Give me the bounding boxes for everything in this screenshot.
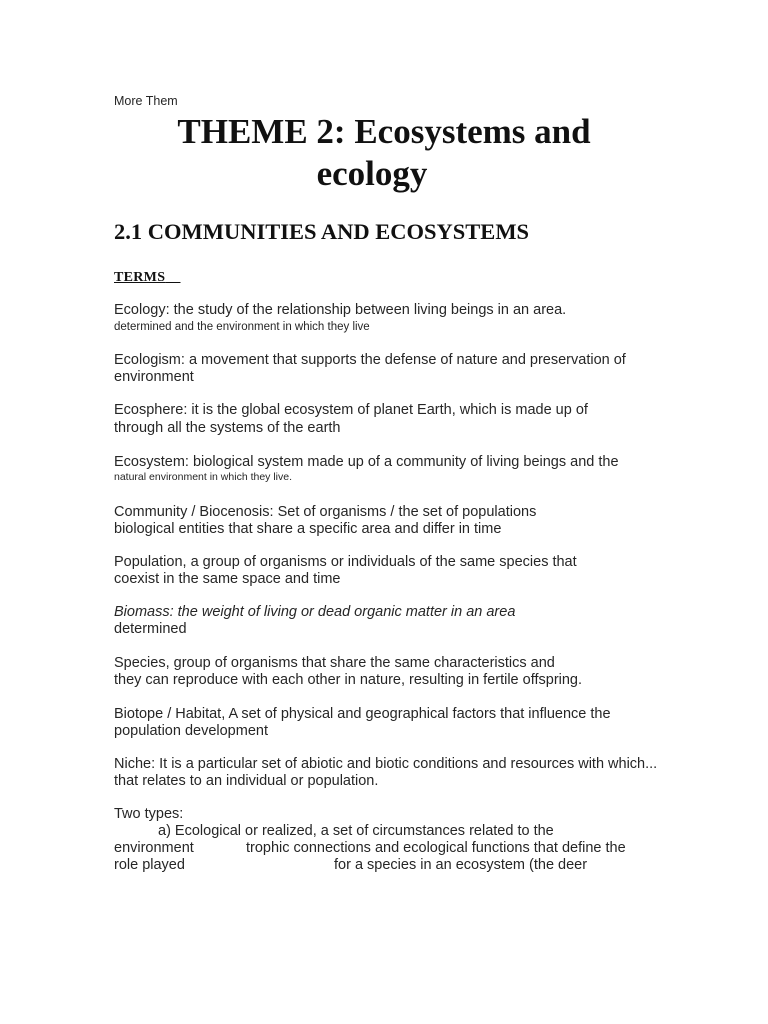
two-types-a-line3-right: for a species in an ecosystem (the deer	[334, 857, 588, 873]
community-line2: biological entities that share a specific area and differ in time	[114, 521, 502, 537]
terms-heading	[114, 270, 181, 286]
population-line1: Population, a group of organisms or individuals of the same species that	[114, 554, 577, 570]
biotope-line1: Biotope / Habitat, A set of physical and geographical factors that influence the	[114, 706, 611, 722]
biomass-line1: Biomass: the weight of living or dead organic matter in an area	[114, 604, 516, 620]
ecologism-line2: environment	[114, 369, 194, 385]
two-types-intro: Two types:	[114, 806, 184, 822]
ecosphere-line2: through all the systems of the earth	[114, 420, 341, 436]
two-types-a-line3-left: role played	[114, 857, 185, 873]
header-label: More Them	[114, 94, 178, 108]
two-types-a-line2-right: trophic connections and ecological functions that define the	[246, 840, 626, 856]
ecosphere-line1: Ecosphere: it is the global ecosystem of planet Earth, which is made up of	[114, 402, 588, 418]
page-title-line2: ecology	[316, 154, 428, 193]
ecosystem-line2: natural environment in which they live.	[114, 471, 293, 483]
section-heading: 2.1 COMMUNITIES AND ECOSYSTEMS	[114, 219, 530, 244]
ecology-line1: Ecology: the study of the relationship between living beings in an area.	[114, 302, 567, 318]
niche-line2: that relates to an individual or population.	[114, 773, 379, 789]
ecosystem-line1: Ecosystem: biological system made up of a community of living beings and the	[114, 454, 619, 470]
two-types-a-line2-left: environment	[114, 840, 194, 856]
species-line1: Species, group of organisms that share the same characteristics and	[114, 655, 555, 671]
niche-line1: Niche: It is a particular set of abiotic and biotic conditions and resources with which...	[114, 756, 658, 772]
page-title-line1: THEME 2: Ecosystems and	[177, 112, 591, 151]
species-line2: they can reproduce with each other in nature, resulting in fertile offspring.	[114, 672, 583, 688]
ecology-line2: determined and the environment in which they live	[114, 321, 370, 333]
terms-underline	[165, 270, 180, 285]
biomass-line2: determined	[114, 621, 187, 637]
community-line1: Community / Biocenosis: Set of organisms / the set of populations	[114, 504, 537, 520]
ecologism-line1: Ecologism: a movement that supports the defense of nature and preservation of	[114, 352, 626, 368]
population-line2: coexist in the same space and time	[114, 571, 341, 587]
biotope-line2: population development	[114, 723, 268, 739]
terms-label: TERMS	[114, 270, 166, 285]
two-types-a-line1: a) Ecological or realized, a set of circumstances related to the	[158, 823, 554, 839]
